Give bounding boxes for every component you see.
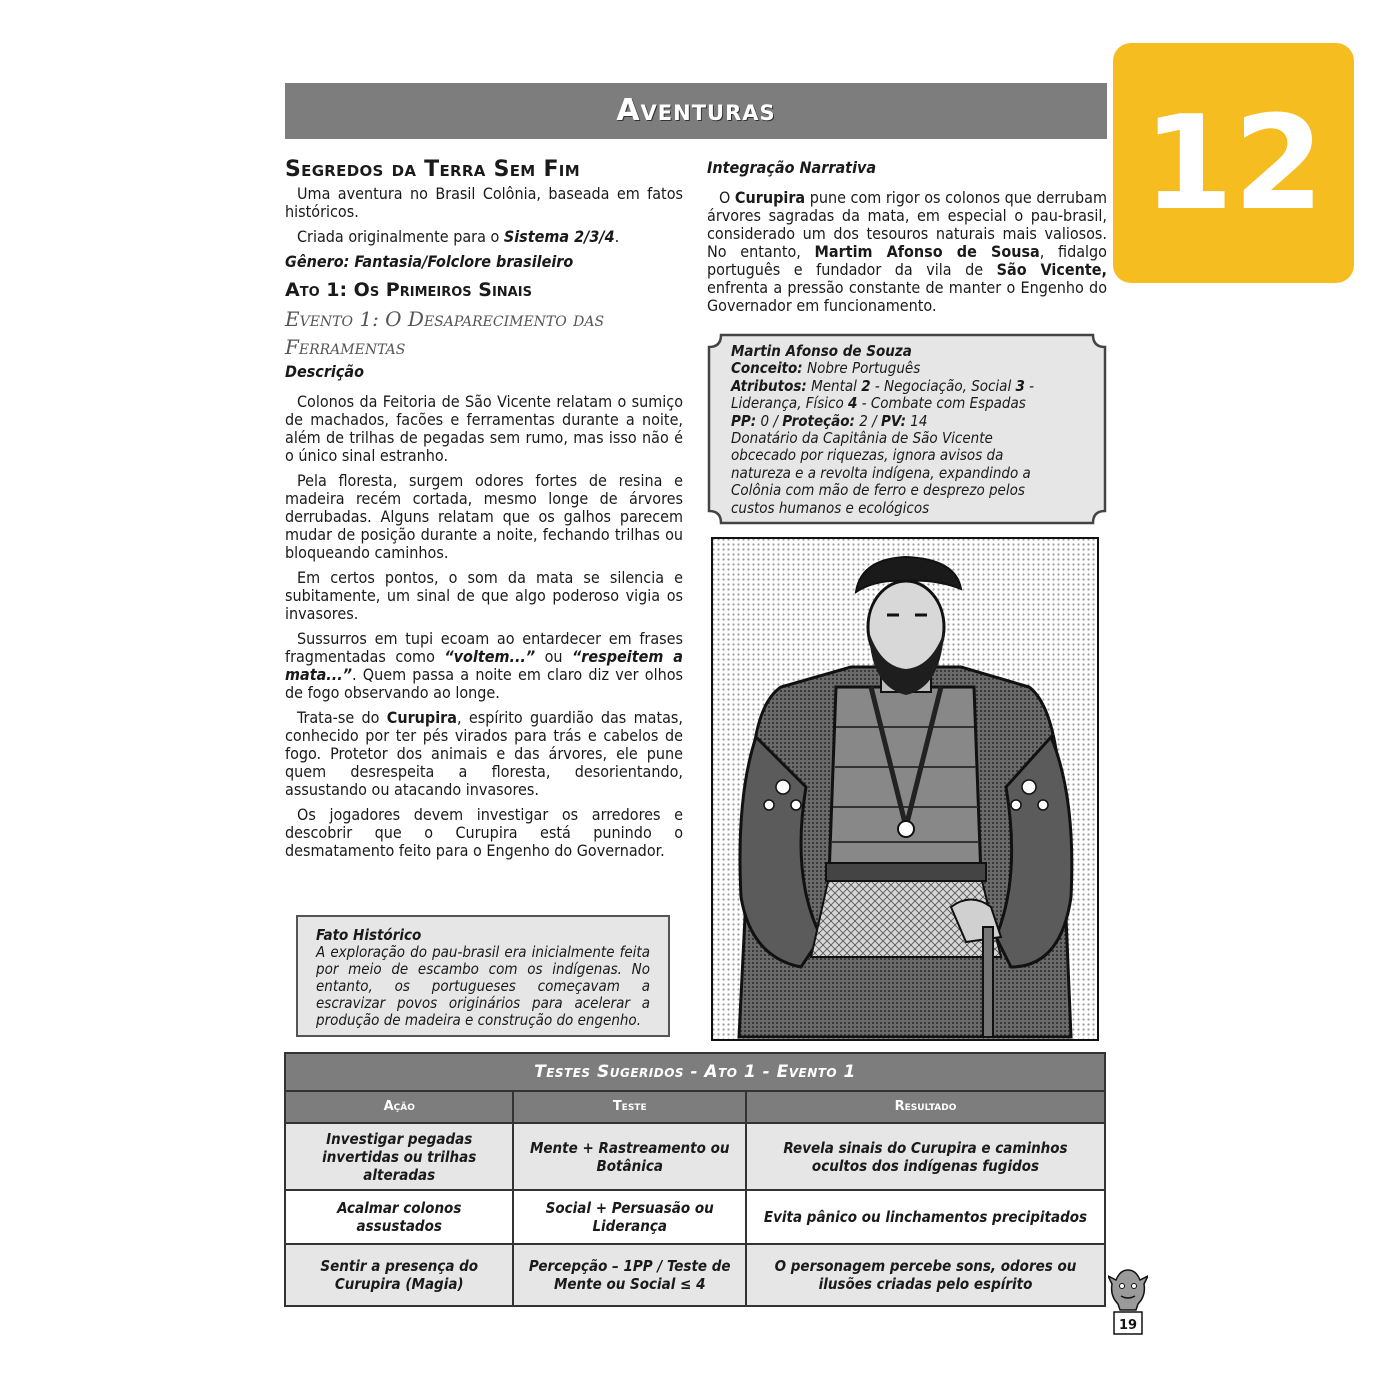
portrait-image bbox=[711, 537, 1099, 1041]
suggested-tests-table bbox=[284, 1052, 1106, 1307]
description-label: Descrição bbox=[285, 362, 364, 381]
table-cell-action: Sentir a presença do Curupira (Magia) bbox=[285, 1244, 513, 1306]
table-cell-action: Acalmar colonos assustados bbox=[285, 1190, 513, 1244]
narrative-sao-vicente: São Vicente, bbox=[996, 260, 1107, 279]
genre-label: Gênero: Fantasia/Folclore brasileiro bbox=[285, 252, 574, 271]
paragraph-4 bbox=[285, 630, 683, 702]
section-banner bbox=[285, 83, 1107, 139]
p5-text-c: , espírito guardião das matas, conhecido por ter pés virados para trás e cabelos de fogo. Protetor dos animais e das árvores, ele pune quem desrespeita a floresta, desorientando, assustando ou atacando invasores. bbox=[285, 708, 683, 799]
npc-attributes-label: Atributos: bbox=[731, 376, 807, 395]
table-header-resultado: Resultado bbox=[746, 1091, 1105, 1123]
table-row bbox=[285, 1123, 1105, 1190]
npc-pp-label: PP: bbox=[731, 411, 757, 430]
npc-protection: 2 / bbox=[854, 411, 881, 430]
npc-pp: 0 / bbox=[756, 411, 783, 430]
table-cell-test: Percepção – 1PP / Teste de Mente ou Social ≤ 4 bbox=[513, 1244, 746, 1306]
npc-pv: 14 bbox=[906, 411, 928, 430]
p4-quote-2: “respeitem a mata...” bbox=[285, 647, 683, 684]
paragraph-6: Os jogadores devem investigar os arredores e descobrir que o Curupira está punindo o desmatamento feito para o Engenho do Governador. bbox=[285, 805, 683, 860]
event-title: Evento 1: O Desaparecimento das Ferramentas bbox=[285, 307, 605, 359]
section-title: Aventuras bbox=[616, 93, 776, 128]
npc-description: Donatário da Capitânia de São Vicente obcecado por riquezas, ignora avisos da natureza e a revolta indígena, expandindo a Colônia com mão de ferro e desprezo pelos custos humanos e ecológicos bbox=[731, 429, 1031, 517]
intro-paragraph: Uma aventura no Brasil Colônia, baseada em fatos históricos. bbox=[285, 184, 683, 221]
system-paragraph bbox=[285, 228, 683, 246]
npc-attr-social-value: 3 bbox=[1015, 376, 1025, 395]
table-cell-test: Social + Persuasão ou Liderança bbox=[513, 1190, 746, 1244]
npc-stat-box bbox=[707, 333, 1107, 525]
paragraph-1: Colonos da Feitoria de São Vicente relatam o sumiço de machados, facões e ferramentas durante a noite, além de trilhas de pegadas sem rumo, mas isso não é o único sinal estranho. bbox=[285, 392, 683, 465]
table-cell-result: O personagem percebe sons, odores ou ilusões criadas pelo espírito bbox=[746, 1244, 1105, 1306]
narrative-text-c: pune com rigor os colonos que derrubam árvores sagradas da mata, em especial o pau-brasil, considerado um dos tesouros naturais mais valiosos. No entanto, bbox=[707, 188, 1108, 261]
table-header-acao: Ação bbox=[285, 1091, 513, 1123]
p4-text-a: Sussurros em tupi ecoam ao entardecer em frases fragmentadas como bbox=[285, 629, 683, 666]
table-header-teste: Teste bbox=[513, 1091, 746, 1123]
page-badge-number: 12 bbox=[1143, 87, 1324, 239]
historical-fact-title: Fato Histórico bbox=[316, 926, 422, 944]
npc-portrait-illustration bbox=[711, 537, 1099, 1041]
p4-text-c: ou bbox=[535, 647, 573, 666]
p5-text-a: Trata-se do bbox=[297, 708, 387, 727]
left-column bbox=[285, 157, 683, 867]
paragraph-5 bbox=[285, 709, 683, 799]
page-number: 19 bbox=[1118, 1318, 1138, 1333]
npc-attr-social: - Negociação, Social bbox=[870, 376, 1016, 395]
system-period: . bbox=[614, 227, 620, 246]
narrative-text-e: , fidalgo português e fundador da vila de bbox=[707, 242, 1107, 279]
npc-text bbox=[731, 343, 1081, 517]
p4-quote-1: “voltem...” bbox=[444, 647, 536, 666]
table-row bbox=[285, 1244, 1105, 1306]
narrative-text-a: O bbox=[719, 188, 735, 207]
right-column bbox=[707, 158, 1108, 322]
adventure-title: Segredos da Terra Sem Fim bbox=[285, 157, 580, 182]
npc-attr-mental-value: 2 bbox=[861, 376, 871, 395]
table-caption: Testes Sugeridos - Ato 1 - Evento 1 bbox=[285, 1053, 1105, 1091]
narrative-curupira: Curupira bbox=[734, 188, 806, 207]
page-number-mascot bbox=[1108, 1266, 1148, 1338]
page-badge bbox=[1113, 43, 1354, 283]
paragraph-2: Pela floresta, surgem odores fortes de resina e madeira recém cortada, mesmo longe de árvores derrubadas. Alguns relatam que os galhos parecem mudar de posição durante a noite, fechando trilhas ou bloqueando caminhos. bbox=[285, 471, 683, 562]
system-text: Criada originalmente para o bbox=[297, 227, 504, 246]
act-title: Ato 1: Os Primeiros Sinais bbox=[285, 279, 532, 301]
npc-attr-fisico: - Liderança, Físico bbox=[731, 376, 1035, 413]
narrative-martim: Martim Afonso de Sousa bbox=[814, 242, 1040, 261]
table-row bbox=[285, 1190, 1105, 1244]
npc-concept: Nobre Português bbox=[802, 359, 921, 378]
historical-fact-box bbox=[296, 915, 670, 1037]
historical-fact-body: A exploração do pau-brasil era inicialmente feita por meio de escambo com os indígenas. No entanto, os portugueses começavam a escravizar povos originários para acelerar a produção de madeira e construção do engenho. bbox=[316, 943, 650, 1029]
system-name: Sistema 2/3/4 bbox=[503, 227, 615, 246]
npc-name: Martin Afonso de Souza bbox=[731, 342, 912, 360]
narrative-text-g: enfrenta a pressão constante de manter o Engenho do Governador em funcionamento. bbox=[707, 278, 1107, 315]
npc-concept-label: Conceito: bbox=[731, 359, 803, 378]
table-cell-result: Revela sinais do Curupira e caminhos ocultos dos indígenas fugidos bbox=[746, 1123, 1105, 1190]
npc-pv-label: PV: bbox=[880, 411, 906, 430]
narrative-paragraph bbox=[707, 189, 1107, 315]
npc-attr-fisico-value: 4 bbox=[848, 394, 858, 413]
table-cell-result: Evita pânico ou linchamentos precipitados bbox=[746, 1190, 1105, 1244]
narrative-title: Integração Narrativa bbox=[707, 158, 877, 177]
p4-text-e: . Quem passa a noite em claro diz ver olhos de fogo observando ao longe. bbox=[285, 665, 683, 702]
paragraph-3: Em certos pontos, o som da mata se silencia e subitamente, um sinal de que algo poderoso vigia os invasores. bbox=[285, 568, 683, 623]
goblin-icon bbox=[1108, 1266, 1148, 1338]
p5-curupira: Curupira bbox=[386, 708, 457, 727]
table-cell-action: Investigar pegadas invertidas ou trilhas alteradas bbox=[285, 1123, 513, 1190]
npc-attr-mental: Mental bbox=[806, 376, 862, 395]
table-cell-test: Mente + Rastreamento ou Botânica bbox=[513, 1123, 746, 1190]
npc-attr-combat: - Combate com Espadas bbox=[857, 394, 1026, 413]
npc-protection-label: Proteção: bbox=[782, 411, 855, 430]
